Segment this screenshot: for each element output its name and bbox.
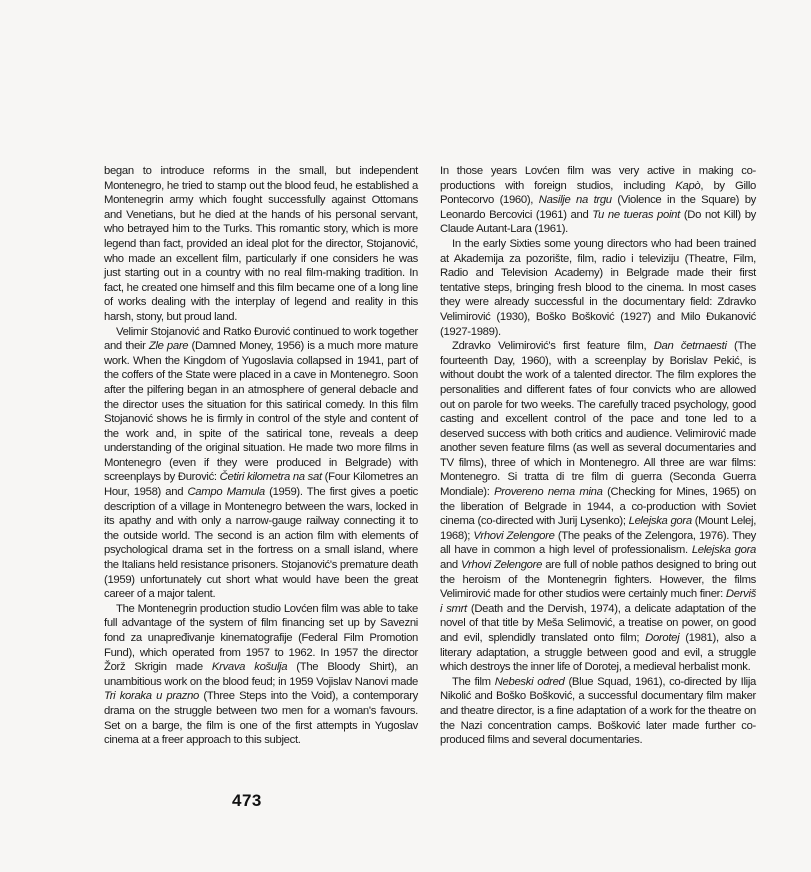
film-title: Lelejska gora — [691, 544, 757, 557]
text-run: (The fourteenth Day, 1960), with a screenplay by Borislav Pekić, is without doubt the work of a talented director. The film explores the personalities and different fates of four convicts who are allowed out on parole for two weeks. The carefully traced psychology, good casting and excellent control of the pace and tone led to a deserved success with both critics and audience. Velimirović made another seven feature films (as well as several documentaries and TV films), three of which in Montenegro. All three are war films: Montenegro. Si tratta di tre film di guerra (Seconda Guerra Mondiale): — [440, 340, 756, 499]
text-run: began to introduce reforms in the small, but independent Montenegro, he tried to stamp out the blood feud, he established a Montenegrin army which fought successfully against Ottomans and Venetians, but he died at the hands of his personal servant, who betrayed him to the Turks. This romantic story, which is more legend than fact, provided an ideal plot for the director, Stojanović, who made an excellent film, particularly if one considers he was just starting out in a country with no real film-making tradition. In fact, he created one himself and this film became one of a long line of works dealing with the interplay of legend and reality in this harsh, stony, but proud land. — [104, 165, 418, 323]
page-number: 473 — [232, 791, 262, 810]
paragraph — [440, 339, 756, 675]
film-title: Lelejska gora — [628, 515, 692, 528]
film-title: Provereno nema mina — [494, 486, 603, 499]
film-title: Derviš i smrt — [440, 588, 756, 615]
text-run: (1981), also a literary adaptation, a struggle between good and evil, a struggle which destroys the inner life of Dorotej, a medieval herbalist monk. — [440, 632, 756, 674]
text-run: (Mount Lelej, 1968); — [440, 515, 757, 542]
text-run: (Three Steps into the Void), a contemporary drama on the struggle between two men for a woman's favours. Set on a barge, the film is one of the first attempts in Yugoslav cinema at a freer approach to this subject. — [104, 690, 418, 747]
text-run: The Montenegrin production studio Lovćen film was able to take full advantage of the system of film financing set up by Savezni fond za unapređivanje kinematografije (Federal Film Promotion Fund), which operated from 1957 to 1962. In 1957 the director Žorž Skrigin made — [104, 602, 418, 674]
film-title: Vrhovi Zelengore — [461, 559, 543, 572]
film-title: Kapò — [675, 179, 701, 192]
text-run: (The peaks of the Zelengora, 1976). They all have in common a high level of professionalism. — [440, 529, 756, 557]
film-title: Tri koraka u prazno — [104, 690, 200, 703]
text-run: (Death and the Dervish, 1974), a delicate adaptation of the novel of that title by Meša Selimović, a treatise on power, on good and evil, splendidly translated onto film; — [440, 602, 756, 644]
text-run: In the early Sixties some young directors who had been trained at Akademija za pozorište, film, radio i televiziju (Theatre, Film, Radio and Television Academy) in Belgrade made their first tentative steps, bringing fresh blood to the cinema. In most cases they were already successful in the documentary field: Zdravko Velimirović (1930), Boško Bošković (1927) and Milo Đukanović (1927-1989). — [440, 237, 756, 338]
text-run: (Checking for Mines, 1965) on the liberation of Belgrade in 1944, a co-production with Soviet cinema (co-directed with Jurij Lysenko); — [440, 486, 756, 528]
paragraph — [440, 237, 756, 339]
paragraph — [104, 164, 418, 325]
text-run: The film — [452, 675, 495, 688]
text-run: (Violence in the Square) by Leonardo Bercovici (1961) and — [440, 194, 757, 221]
right-column — [440, 164, 756, 748]
text-run: Zdravko Velimirović's first feature film, — [452, 340, 654, 353]
paragraph — [104, 325, 418, 602]
film-title: Nebeski odred — [494, 675, 565, 688]
film-title: Krvava košulja — [211, 661, 288, 674]
film-title: Nasilje na trgu — [538, 194, 612, 207]
film-title: Četiri kilometra na sat — [219, 471, 322, 484]
film-title: Tu ne tueras point — [592, 208, 680, 221]
text-run: (The Bloody Shirt), an unambitious work on the blood feud; in 1959 Vojislav Nanovi made — [104, 661, 418, 688]
text-run: (Four Kilometres an Hour, 1958) and — [104, 471, 418, 499]
text-run: (Damned Money, 1956) is a much more mature work. When the Kingdom of Yugoslavia collapsed in 1941, part of the coffers of the State were placed in a cave in Montenegro. Soon after the pilfering began in an atmosphere of general debacle and the director uses the situation for this satirical comedy. In this film Stojanović shows he is firmly in control of the style and content of the work and, in spite of the satirical tone, reveals a deep understanding of the original situation. He made two more films in Montenegro (even if they were produced in Belgrade) with screenplays by Đurović: — [104, 340, 418, 484]
left-column — [104, 164, 418, 748]
film-title: Vrhovi Zelengore — [473, 529, 555, 542]
text-run: (Blue Squad, 1961), co-directed by Ilija Nikolić and Boško Bošković, a successful documentary film maker and theatre director, is a fine adaptation of a work for the theatre on the Nazi concentration camps. Bošković later made further co-produced films and several documentaries. — [440, 675, 757, 747]
film-title: Zle pare — [148, 340, 189, 353]
text-run: (1959). The first gives a poetic description of a village in Montenegro between the wars, locked in its apathy and with only a narrow-gauge railway connecting it to the outside world. The second is an action film with elements of psychological drama set in the fortress on a small island, where the Italians held resistance prisoners. Stojanović's premature death (1959) unfortunately cut short what would have been the great career of a major talent. — [104, 486, 419, 601]
text-run: (Do not Kill) by Claude Autant-Lara (1961). — [440, 208, 757, 236]
paragraph — [440, 164, 756, 237]
text-run: and — [440, 559, 462, 572]
text-run: In those years Lovćen film was very active in making co-productions with foreign studios, including — [440, 165, 756, 192]
text-run: Velimir Stojanović and Ratko Đurović continued to work together and their — [104, 325, 418, 353]
film-title: Dorotej — [645, 632, 680, 644]
text-run: are full of noble pathos designed to bring out the heroism of the Montenegrin fighters. However, the films Velimirović made for other studios were certainly much finer: — [440, 559, 756, 601]
paragraph — [440, 675, 756, 748]
paragraph — [104, 602, 418, 748]
text-run: , by Gillo Pontecorvo (1960), — [440, 179, 756, 207]
film-title: Dan četrnaesti — [653, 340, 727, 353]
film-title: Campo Mamula — [187, 486, 265, 499]
